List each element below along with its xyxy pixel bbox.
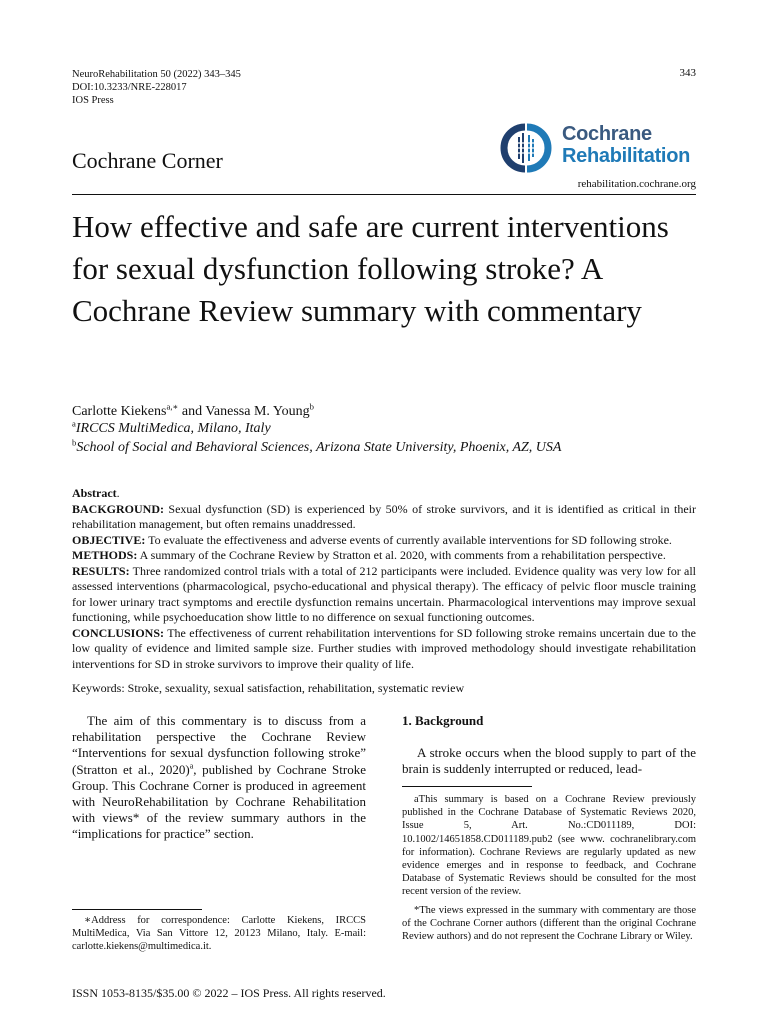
page-number: 343 [679,67,696,79]
intro-paragraph [72,713,366,843]
abstract-section [72,564,696,626]
cochrane-rehabilitation-logo [497,123,702,173]
header-rule [72,194,696,195]
footnote-a: aThis summary is based on a Cochrane Review previously published in the Cochrane Database of Systematic Reviews 2020, Issue 5, Art. No.:CD011189, DOI: 10.1002/14651858.CD011189.pub2 (see www. cochranelibrary.com for information). Cochrane Reviews are regularly updated as new evidence emerges and in response to feedback, and Cochrane Database of Systematic Reviews should be consulted for the most recent version of the review. [402,794,696,898]
logo-text-rehabilitation: Rehabilitation [562,145,691,167]
right-footnotes [402,793,696,943]
author-superscript: a,∗ [166,401,179,412]
keywords: Keywords: Stroke, sexuality, sexual satisfaction, rehabilitation, systematic review [72,681,465,695]
intro-text: , published by Cochrane Stroke Group. This Cochrane Corner is produced in agreement with NeuroRehabilitation by Cochrane Rehabilitation with views* of the review summary authors in the “implications for practice” section. [72,761,366,842]
abstract-section [72,548,696,564]
abstract-label: RESULTS: [72,563,130,578]
logo-url[interactable]: rehabilitation.cochrane.org [577,178,696,190]
affiliation [72,437,562,456]
affiliation-superscript: b [72,437,77,448]
issn-footer: ISSN 1053-8135/$35.00 © 2022 – IOS Press. All rights reserved. [72,986,386,1000]
author-superscript: b [309,401,314,412]
affiliation-text: IRCCS MultiMedica, Milano, Italy [75,421,271,436]
abstract-text: A summary of the Cochrane Review by Stratton et al. 2020, with comments from a rehabilitation perspective. [137,548,666,562]
journal-doi: DOI:10.3233/NRE-228017 [72,82,187,93]
footnote-ref[interactable]: a [189,761,194,771]
footnote-rule [72,909,202,910]
authors-line [72,401,314,420]
article-title: How effective and safe are current interventions for sexual dysfunction following stroke? A Cochrane Review summary with commentary [72,209,669,328]
journal-header [72,68,241,107]
abstract-label: METHODS: [72,548,138,562]
abstract-text: The effectiveness of current rehabilitation interventions for SD following stroke remains uncertain due to the low quality of evidence and limited sample size. Further studies with improved methodology should investigate rehabilitation interventions for SD in stroke survivors to improve their quality of life. [72,625,696,671]
journal-publisher: IOS Press [72,95,114,106]
section-title: Cochrane Corner [72,148,223,173]
abstract-section [72,502,696,533]
author-name: Vanessa M. Young [205,404,310,419]
abstract: Abstract. BACKGROUND: Sexual dysfunction (SD) is experienced by 50% of stroke survivors, and it is identified as critical in their rehabilitation management, but often remains unaddressed. OBJECTIVE: To evaluate the effectiveness and adverse events of currently available interventions for SD following stroke. METHODS: A summary of the Cochrane Review by Stratton et al. 2020, with comments from a rehabilitation perspective. RESULTS: Three randomized control trials with a total of 212 participants were included. Evidence quality was very low for all assessed interventions (pharmacological, psycho-educational and physical therapy). The efficacy of pelvic floor muscle training for lower urinary tract symptoms and erectile dysfunction remains uncertain. Pharmacological interventions may improve sexual functioning, while psychoeducation show little to no difference on sexual functioning outcomes. CONCLUSIONS: The effectiveness of current rehabilitation interventions for SD following stroke remains uncertain due to the low quality of evidence and limited sample size. Further studies with improved methodology should investigate rehabilitation interventions for SD in stroke survivors to improve their quality of life. [72,486,696,671]
affiliation-text: School of Social and Behavioral Sciences, Arizona State University, Phoenix, AZ, USA [76,440,562,455]
logo-text-cochrane: Cochrane [562,123,652,145]
intro-text: The aim of this commentary is to discuss from a rehabilitation perspective the Cochrane Review “Interventions for sexual dysfunction following stroke” (Stratton et al., 2020) [72,713,366,777]
abstract-text: Sexual dysfunction (SD) is experienced by 50% of stroke survivors, and it is identified as critical in their rehabilitation management, but often remains unaddressed. [72,501,696,531]
background-paragraph [402,745,696,777]
footnote-rule [402,786,532,787]
abstract-label: OBJECTIVE: [72,532,146,547]
footnote-star: *The views expressed in the summary with commentary are those of the Cochrane Corner authors (different than the original Cochrane Review authors) and do not represent the Cochrane Library or Wiley. [402,904,696,943]
correspondence-footnote [72,914,366,954]
affiliation [72,418,271,437]
abstract-section [72,626,696,673]
abstract-text: Three randomized control trials with a total of 212 participants were included. Evidence quality was very low for all assessed interventions (pharmacological, psycho-educational and physical therapy). The efficacy of pelvic floor muscle training for lower urinary tract symptoms and erectile dysfunction remains uncertain. Pharmacological interventions may improve sexual functioning, while psychoeducation show little to no difference on sexual functioning outcomes. [72,563,696,624]
abstract-section [72,533,696,549]
abstract-heading: Abstract [72,486,117,500]
correspondence-text: ∗Address for correspondence: Carlotte Kiekens, IRCCS MultiMedica, Via San Vittore 12, 20123 Milano, Italy. E-mail: carlotte.kiekens@multimedica.it. [72,915,366,953]
abstract-text: To evaluate the effectiveness and adverse events of currently available interventions for SD following stroke. [145,532,672,547]
journal-citation: NeuroRehabilitation 50 (2022) 343–345 [72,69,241,80]
cochrane-logo-icon [497,123,553,173]
affiliation-superscript: a [72,418,76,429]
author-name: Carlotte Kiekens [72,404,167,419]
background-heading: 1. Background [402,713,484,728]
author-conjunction: and [178,404,206,419]
background-text: A stroke occurs when the blood supply to part of the brain is suddenly interrupted or reduced, lead- [402,745,696,777]
abstract-label: BACKGROUND: [72,501,164,516]
abstract-label: CONCLUSIONS: [72,625,165,640]
left-column [72,713,366,843]
